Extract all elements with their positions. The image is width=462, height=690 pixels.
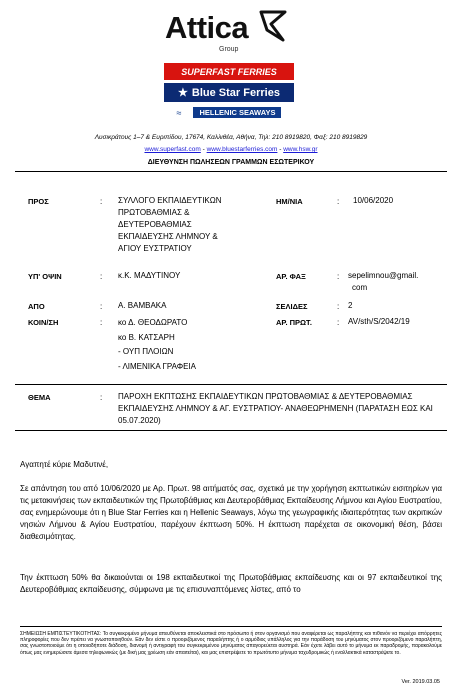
- to-line: ΑΓΙΟΥ ΕΥΣΤΡΑΤΙΟΥ: [118, 244, 192, 253]
- to-recipient: [118, 195, 222, 255]
- to-line: ΔΕΥΤΕΡΟΒΑΘΜΙΑΣ: [118, 220, 192, 229]
- cc-line: - ΟΥΠ ΠΛΟΙΩΝ: [118, 347, 174, 356]
- cc-label: ΚΟΙΝ/ΣΗ: [28, 318, 59, 327]
- date-value: 10/06/2020: [353, 196, 394, 205]
- date-label: ΗΜ/ΝΙΑ: [276, 197, 303, 206]
- from-value: Α. ΒΑΜΒΑΚΑ: [118, 301, 167, 310]
- fax-line: sepelimnou@gmail.: [348, 271, 419, 280]
- greeting: Αγαπητέ κύριε Μαδυτινέ,: [20, 460, 109, 469]
- protocol-label: ΑΡ. ΠΡΩΤ.: [276, 318, 312, 327]
- cc-line: κο Δ. ΘΕΟΔΩΡΑΤΟ: [118, 318, 188, 327]
- footer-divider: [20, 626, 442, 627]
- subject-top-divider: [15, 384, 447, 385]
- subject-value: ΠΑΡΟΧΗ ΕΚΠΤΩΣΗΣ ΕΚΠΑΙΔΕΥΤΙΚΩΝ ΠΡΩΤΟΒΑΘΜΙΑΣ & ΔΕΥΤΕΡΟΒΑΘΜΙΑΣ ΕΚΠΑΙΔΕΥΣΗΣ ΛΗΜΝΟΥ & ΑΓ. ΕΥΣΤΡΑΤΙΟΥ- ΑΝΑΘΕΩΡΗΜΕΝΗ (ΠΑΡΑΤΑΣΗ ΕΩΣ ΚΑΙ 05.07.2020): [118, 392, 433, 425]
- link-superfast[interactable]: www.superfast.com: [144, 146, 201, 153]
- colon: :: [100, 272, 103, 281]
- hellenic-seaways-logo: [164, 105, 294, 120]
- department-title: ΔΙΕΥΘΥΝΣΗ ΠΩΛΗΣΕΩΝ ΓΡΑΜΜΩΝ ΕΣΩΤΕΡΙΚΟΥ: [147, 159, 315, 166]
- wave-icon: ≈: [176, 107, 182, 118]
- protocol-value: AV/sth/S/2042/19: [348, 317, 410, 326]
- from-label: ΑΠΟ: [28, 302, 45, 311]
- cc-line: - ΛΙΜΕΝΙΚΑ ΓΡΑΦΕΙΑ: [118, 361, 196, 371]
- website-links: [0, 146, 462, 153]
- version-label: Ver. 2019.03.05: [401, 679, 440, 685]
- company-address: Λυσικράτους 1–7 & Ευριπίδου, 17674, Καλλιθέα, Αθήνα, Τηλ: 210 8919820, Φαξ: 210 8919829: [94, 134, 368, 141]
- colon: :: [100, 393, 103, 402]
- confidentiality-note: ΣΗΜΕΙΩΣΗ ΕΜΠΙΣΤΕΥΤΙΚΟΤΗΤΑΣ: Το συγκεκριμένο μήνυμα απευθύνεται αποκλειστικά στο πρόσωπο ή στον οργανισμό που αναφέρεται ως παραλήπτης και πιθανόν να περιέχει απόρρητες πληροφορίες που δεν πρέπει να γνωστοποιηθούν. Εάν δεν είστε ο προοριζόμενος παραλήπτης ή ο αρμόδιος υπάλληλος για την παράδοση του μηνύματος στον προοριζόμενο παραλήπτη, σας γνωστοποιούμε ότι η οποιαδήποτε διάδοση, διανομή ή αντιγραφή του συγκεκριμένου μηνύματος απαγορεύεται αυστηρά. Εάν έχετε λάβει αυτό το μήνυμα εκ παραδρομής, παρακαλούμε όπως μας ενημερώσετε άμεσα τηλεφωνικώς (με δική μας χρέωση εάν απαιτείται), και μας επιστρέψετε το πρωτότυπο μήνυμα ταχυδρομικώς ή εναλλακτικά καταστρέψετε το.: [20, 631, 442, 656]
- attica-group-label: Group: [219, 46, 239, 53]
- link-bluestar[interactable]: www.bluestarferries.com: [206, 146, 278, 153]
- to-label: ΠΡΟΣ: [28, 197, 49, 206]
- fax-label: ΑΡ. ΦΑΞ: [276, 272, 306, 281]
- header-divider: [15, 171, 447, 172]
- colon: :: [100, 302, 103, 311]
- superfast-ferries-text: SUPERFAST FERRIES: [181, 66, 277, 77]
- attica-logo-text: Attica: [165, 10, 249, 45]
- star-icon: ★: [178, 87, 188, 99]
- colon: :: [337, 197, 340, 206]
- attn-label: ΥΠ' ΟΨΙΝ: [28, 272, 62, 281]
- attn-value: κ.Κ. ΜΑΔΥΤΙΝΟΥ: [118, 271, 181, 280]
- body-paragraph-2: Την έκπτωση 50% θα δικαιούνται οι 198 εκπαιδευτικοί της Πρωτοβάθμιας εκπαίδευσης και οι 97 εκπαιδευτικοί της Δευτεροβάθμιας εκπαίδευσης, σύμφωνα με τις επισυναπτόμενες λίστες, από το: [20, 573, 442, 594]
- body-paragraph-1: Σε απάντηση του από 10/06/2020 με Αρ. Πρωτ. 98 αιτήματός σας, σχετικά με την χορήγηση εκπτωτικών εισιτηρίων για τις μετακινήσεις των εκπαιδευτικών της Πρωτοβάθμιας και Δευτεροβάθμιας Εκπαίδευσης Λήμνου και Αγίου Ευστρατίου, σας ενημερώνουμε ότι η Blue Star Ferries και η Hellenic Seaways, λόγω της γεωγραφικής ιδιαιτερότητας των ακριτικών νησιών Λήμνου & Αγίου Ευστρατίου, παρέχουν έκπτωση 50%. Η έκπτωση παρέχεται σε οικονομική θέση, βάσει διαθεσιμότητας.: [20, 484, 442, 541]
- to-line: ΣΥΛΛΟΓΟ ΕΚΠΑΙΔΕΥΤΙΚΩΝ: [118, 196, 222, 205]
- colon: :: [337, 302, 340, 311]
- link-separator: -: [200, 146, 207, 153]
- blue-star-ferries-logo: [164, 83, 294, 102]
- cc-line: κο Β. ΚΑΤΣΑΡΗ: [118, 332, 175, 342]
- subject-label: ΘΕΜΑ: [28, 393, 51, 402]
- colon: :: [337, 318, 340, 327]
- hellenic-seaways-text: HELLENIC SEAWAYS: [193, 107, 281, 118]
- pages-value: 2: [348, 301, 353, 310]
- cc-recipients: [118, 316, 196, 374]
- to-line: ΠΡΩΤΟΒΑΘΜΙΑΣ &: [118, 208, 190, 217]
- link-separator: -: [277, 146, 284, 153]
- link-hsw[interactable]: www.hsw.gr: [283, 146, 318, 153]
- fax-line: com: [352, 283, 368, 292]
- pages-label: ΣΕΛΙΔΕΣ: [276, 302, 308, 311]
- colon: :: [100, 197, 103, 206]
- superfast-ferries-logo: [164, 63, 294, 80]
- to-line: ΕΚΠΑΙΔΕΥΣΗΣ ΛΗΜΝΟΥ &: [118, 232, 218, 241]
- blue-star-ferries-text: Blue Star Ferries: [191, 86, 280, 99]
- colon: :: [337, 272, 340, 281]
- colon: :: [100, 318, 103, 327]
- fax-value: [348, 270, 418, 294]
- attica-star-icon: [257, 8, 289, 44]
- subject-bottom-divider: [15, 430, 447, 431]
